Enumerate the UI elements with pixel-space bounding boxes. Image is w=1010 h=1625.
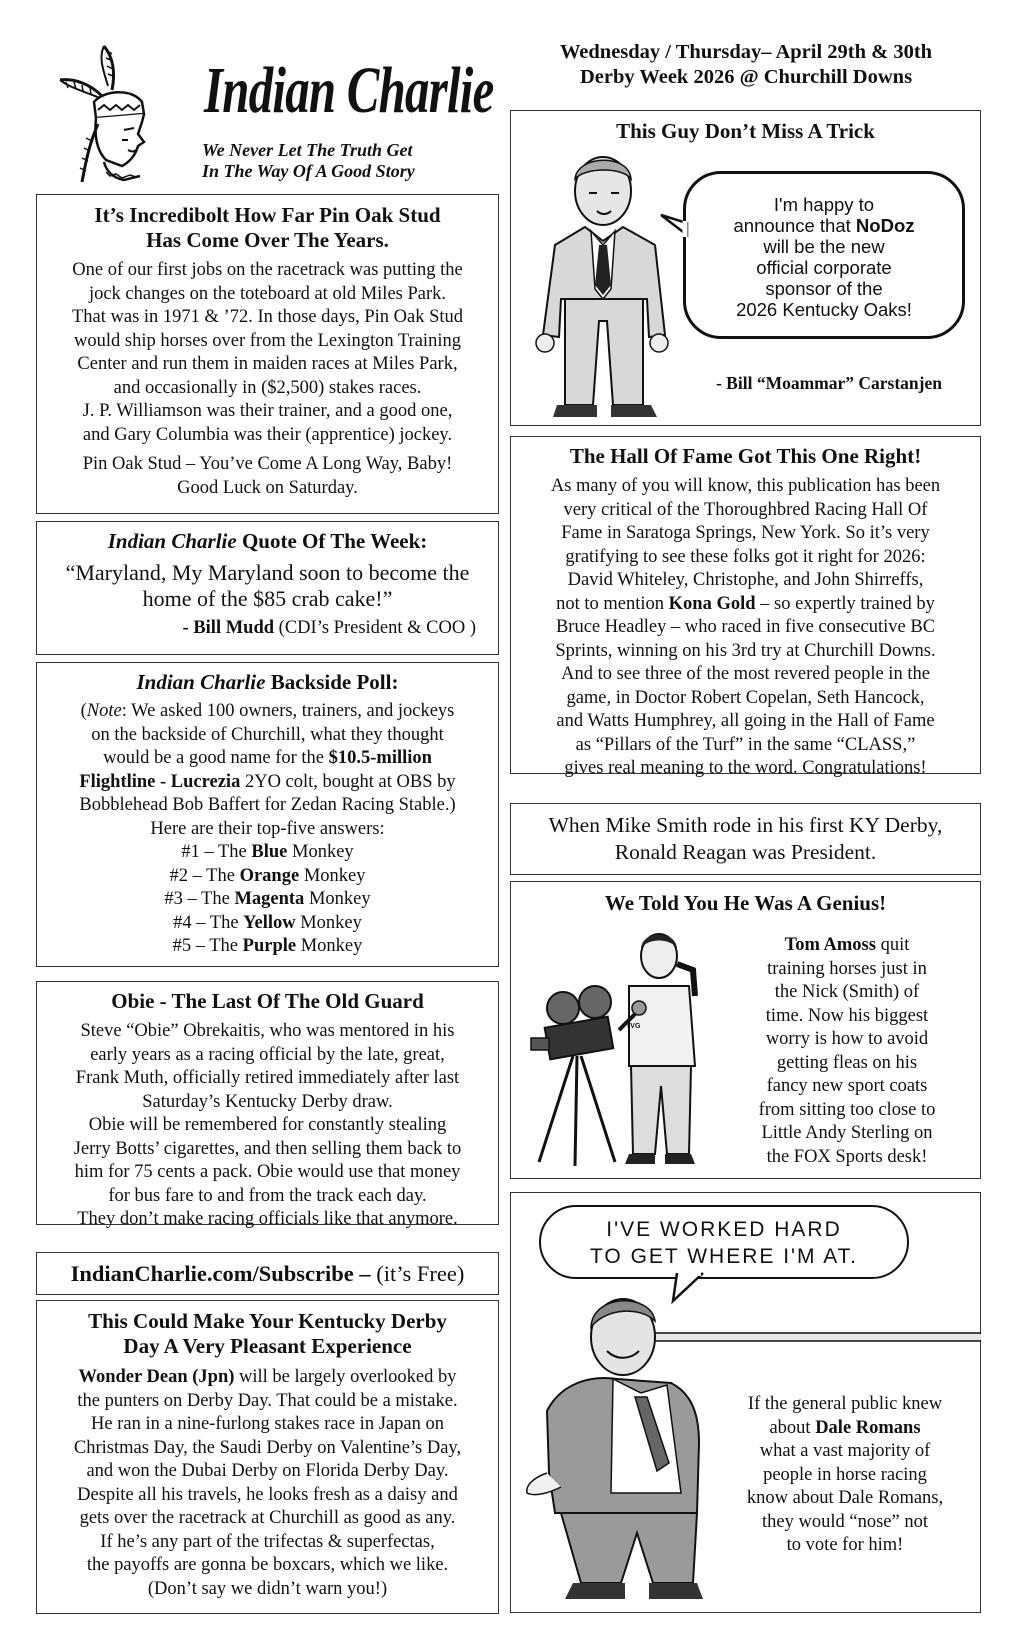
masthead-tagline-2: In The Way Of A Good Story	[202, 161, 415, 181]
body-line	[511, 593, 980, 617]
article-body	[37, 1020, 498, 1232]
backside-poll	[36, 662, 499, 967]
body-line: training horses just in	[767, 958, 927, 979]
indian-chief-logo-icon	[46, 38, 166, 188]
body-line: Fame in Saratoga Springs, New York. So it’s very	[561, 523, 930, 543]
body-line: David Whiteley, Christophe, and John Shirreffs,	[567, 570, 924, 590]
masthead	[36, 38, 496, 188]
answer-color: Orange	[239, 865, 300, 886]
businessman-cartoon-icon	[531, 149, 681, 421]
article-headline: The Hall Of Fame Got This One Right!	[569, 444, 922, 468]
speech-bubble-tail-icon	[659, 211, 689, 241]
body-line: people in horse racing	[763, 1464, 927, 1485]
body-line: If the general public knew	[747, 1394, 943, 1414]
subscribe-dash: –	[353, 1261, 377, 1286]
body-line: and won the Dubai Derby on Florida Derby Day.	[86, 1461, 449, 1481]
body-line: (Don’t say we didn’t warn you!)	[147, 1578, 388, 1599]
body-line: Jerry Botts’ cigarettes, and then selling them back to	[73, 1138, 462, 1159]
body-line: Frank Muth, officially retired immediately after last	[75, 1068, 460, 1088]
quote-attribution	[37, 617, 498, 641]
publication-name: Indian Charlie	[107, 529, 237, 553]
note-line: on the backside of Churchill, what they thought	[91, 724, 444, 745]
body-line: Sprints, winning on his 3rd try at Churchill Downs.	[555, 640, 936, 661]
subscribe-note: (it’s Free)	[376, 1261, 465, 1286]
body-line: Little Andy Sterling on	[761, 1123, 933, 1143]
quote-line: “Maryland, My Maryland soon to become the	[65, 560, 470, 585]
body-line: They don’t make racing officials like that anymore.	[77, 1209, 458, 1229]
answer-rank: #4 – The	[173, 912, 244, 933]
body-line: If he’s any part of the trifectas & superfectas,	[100, 1531, 435, 1552]
body-line: the FOX Sports desk!	[766, 1146, 928, 1167]
article-derby-tip	[36, 1300, 499, 1614]
note-text: 2YO colt, bought at OBS by	[240, 771, 456, 792]
body-line: Saturday’s Kentucky Derby draw.	[142, 1091, 393, 1112]
body-line: and occasionally in ($2,500) stakes races.	[113, 377, 422, 398]
note-text: would be a good name for the	[103, 748, 329, 768]
item-line: When Mike Smith rode in his first KY Derby,	[548, 813, 943, 837]
body-line: Christmas Day, the Saudi Derby on Valentine’s Day,	[73, 1437, 462, 1458]
answer-suffix: Monkey	[304, 889, 371, 909]
article-pin-oak-stud	[36, 194, 499, 514]
body-line: And to see three of the most revered people in the	[561, 664, 930, 684]
masthead-title: Indian Charlie	[204, 54, 494, 127]
answer-rank: #3 – The	[164, 889, 235, 909]
cartoon-headline: This Guy Don’t Miss A Trick	[616, 119, 875, 143]
body-line: jock changes on the toteboard at old Miles Park.	[88, 283, 447, 304]
article-hall-of-fame	[510, 436, 981, 778]
body-line: they would “nose” not	[762, 1511, 928, 1532]
lead-rest: quit	[875, 935, 910, 955]
bubble-line: TO GET WHERE I'M AT.	[589, 1245, 859, 1268]
body-line: Steve “Obie” Obrekaitis, who was mentored in his	[80, 1021, 455, 1041]
answer-suffix: Monkey	[296, 936, 363, 956]
bubble-line: will be the new	[763, 236, 885, 257]
body-line	[716, 1417, 974, 1441]
poll-answers	[37, 841, 498, 959]
quote-line: home of the $85 crab cake!”	[142, 586, 393, 611]
body-line: early years as a racing official by the late, great,	[90, 1044, 445, 1065]
body-line: One of our first jobs on the racetrack was putting the	[72, 260, 463, 280]
body-line: would ship horses over from the Lexington Training	[74, 330, 461, 351]
quote-headline	[37, 529, 498, 554]
quote-text	[37, 560, 498, 612]
body-line: fancy new sport coats	[766, 1076, 928, 1096]
poll-answer	[37, 841, 498, 865]
body-text: about	[769, 1417, 816, 1438]
lead-rest: will be largely overlooked by	[234, 1367, 457, 1387]
article-closing	[37, 453, 498, 500]
body-line: That was in 1971 & ’72. In those days, Pin Oak Stud	[71, 307, 464, 327]
body-line: for bus fare to and from the track each day.	[108, 1185, 427, 1206]
dateline-event: Derby Week 2026 @ Churchill Downs	[579, 66, 913, 88]
body-line: gives real meaning to the word. Congratulations!	[564, 758, 927, 778]
answer-color: Blue	[251, 842, 288, 862]
poll-intro: Here are their top-five answers:	[150, 818, 385, 839]
publication-name: Indian Charlie	[136, 670, 266, 694]
body-line: gratifying to see these folks got it right for 2026:	[565, 546, 926, 567]
note-text: : We asked 100 owners, trainers, and jockeys	[121, 701, 455, 721]
body-line: him for 75 cents a pack. Obie would use that money	[74, 1162, 461, 1182]
article-headline: Obie - The Last Of The Old Guard	[111, 989, 424, 1013]
body-line: from sitting too close to	[758, 1099, 936, 1120]
body-line: Obie will be remembered for constantly stealing	[88, 1115, 447, 1135]
trainer-name: Tom Amoss	[784, 935, 876, 955]
note-line	[37, 771, 498, 795]
article-body	[511, 475, 980, 781]
speech-bubble	[539, 1205, 909, 1279]
price-bold: $10.5-million	[328, 748, 432, 768]
poll-headline	[37, 670, 498, 695]
article-headline: It’s Incredibolt How Far Pin Oak Stud	[94, 203, 441, 227]
answer-suffix: Monkey	[299, 865, 366, 886]
body-line: J. P. Williamson was their trainer, and a good one,	[82, 401, 453, 421]
closing-line: Pin Oak Stud – You’ve Come A Long Way, Baby!	[82, 454, 453, 474]
article-body	[37, 1366, 498, 1601]
poll-answer	[37, 865, 498, 889]
cartoon-headline: We Told You He Was A Genius!	[604, 891, 887, 915]
body-line: worry is how to avoid	[765, 1029, 929, 1049]
article-body	[37, 259, 498, 447]
body-line: gets over the racetrack at Churchill as good as any.	[79, 1508, 456, 1528]
body-line: getting fleas on his	[776, 1052, 918, 1073]
answer-rank: #1 – The	[181, 842, 252, 862]
answer-suffix: Monkey	[295, 912, 362, 933]
subscribe-banner[interactable]	[36, 1252, 499, 1295]
poll-answer	[37, 935, 498, 959]
speech-bubble	[683, 171, 965, 339]
cartoon-romans	[510, 1192, 981, 1613]
body-line: very critical of the Thoroughbred Racing Hall Of	[563, 499, 928, 520]
horse-name: Wonder Dean (Jpn)	[78, 1367, 235, 1387]
body-line: Center and run them in maiden races at Miles Park,	[77, 354, 458, 374]
body-line: Bruce Headley – who raced in five consecutive BC	[555, 617, 936, 637]
dateline	[510, 40, 982, 90]
answer-color: Magenta	[234, 889, 305, 909]
body-text: not to mention	[556, 593, 669, 614]
cartoon-caption: - Bill “Moammar” Carstanjen	[715, 373, 942, 393]
trainer-name: Dale Romans	[815, 1417, 921, 1438]
article-obie	[36, 981, 499, 1229]
quote-of-the-week	[36, 521, 499, 655]
attribution-name: Bill Mudd	[193, 618, 275, 638]
body-line	[729, 934, 965, 958]
body-line: He ran in a nine-furlong stakes race in Japan on	[91, 1414, 444, 1434]
masthead-tagline-1: We Never Let The Truth Get	[202, 140, 413, 160]
mic-flag-label: TVG	[626, 1023, 641, 1030]
bubble-line	[686, 215, 962, 236]
answer-color: Purple	[242, 936, 297, 956]
body-line: to vote for him!	[786, 1535, 904, 1555]
article-headline: Day A Very Pleasant Experience	[123, 1334, 412, 1358]
bubble-line: sponsor of the	[765, 278, 883, 299]
note-label: Note	[86, 701, 122, 721]
poll-note	[37, 700, 498, 841]
article-headline: Has Come Over The Years.	[146, 228, 389, 252]
man-with-camera-cartoon-icon	[525, 926, 725, 1174]
body-line: the Nick (Smith) of	[774, 982, 920, 1002]
answer-suffix: Monkey	[287, 842, 354, 862]
subscribe-link[interactable]: IndianCharlie.com/Subscribe	[70, 1261, 354, 1286]
poll-answer	[37, 888, 498, 912]
note-line	[37, 747, 498, 771]
headline-rest: Quote Of The Week:	[236, 529, 428, 553]
paren: (	[80, 701, 87, 721]
bubble-line: I'm happy to	[773, 194, 875, 215]
headline-rest: Backside Poll:	[265, 670, 399, 694]
answer-rank: #5 – The	[172, 936, 243, 956]
body-line: know about Dale Romans,	[746, 1488, 944, 1508]
cartoon-trick	[510, 110, 981, 426]
body-line: game, in Doctor Robert Copelan, Seth Hancock,	[566, 687, 925, 708]
romans-text	[716, 1393, 974, 1558]
closing-line: Good Luck on Saturday.	[177, 477, 358, 498]
cartoon-genius	[510, 881, 981, 1179]
body-line: Despite all his travels, he looks fresh as a daisy and	[77, 1484, 458, 1505]
body-line: time. Now his biggest	[765, 1005, 929, 1026]
item-line: Ronald Reagan was President.	[614, 840, 877, 864]
bubble-text: announce that	[733, 215, 856, 236]
bubble-line: 2026 Kentucky Oaks!	[736, 299, 912, 320]
poll-answer	[37, 912, 498, 936]
body-line	[37, 1366, 498, 1390]
attribution-dash: -	[182, 618, 194, 638]
body-line: and Watts Humphrey, all going in the Hall of Fame	[556, 711, 935, 731]
note-line: Bobblehead Bob Baffert for Zedan Racing Stable.)	[79, 795, 456, 815]
body-text: – so expertly trained by	[755, 593, 935, 614]
bubble-line: I'VE WORKED HARD	[606, 1218, 842, 1241]
note-line	[37, 700, 498, 724]
genius-text	[729, 934, 965, 1169]
item-mike-smith	[510, 803, 981, 875]
body-line: As many of you will know, this publication has been	[550, 476, 941, 496]
brand-bold: NoDoz	[855, 215, 915, 236]
horse-name: Kona Gold	[668, 593, 756, 614]
body-line: what a vast majority of	[759, 1441, 931, 1461]
bubble-line: official corporate	[756, 257, 892, 278]
body-line: and Gary Columbia was their (apprentice) jockey.	[82, 424, 453, 445]
attribution-role: (CDI’s President & COO )	[274, 618, 476, 638]
body-line: the payoffs are gonna be boxcars, which we like.	[86, 1555, 449, 1575]
answer-rank: #2 – The	[169, 865, 240, 886]
article-headline: This Could Make Your Kentucky Derby	[88, 1309, 447, 1333]
pedigree-bold: Flightline - Lucrezia	[79, 771, 241, 792]
body-line: the punters on Derby Day. That could be a mistake.	[77, 1390, 458, 1411]
answer-color: Yellow	[243, 912, 296, 933]
dateline-days: Wednesday / Thursday– April 29th & 30th	[559, 41, 933, 63]
body-line: as “Pillars of the Turf” in the same “CLASS,”	[575, 734, 916, 755]
